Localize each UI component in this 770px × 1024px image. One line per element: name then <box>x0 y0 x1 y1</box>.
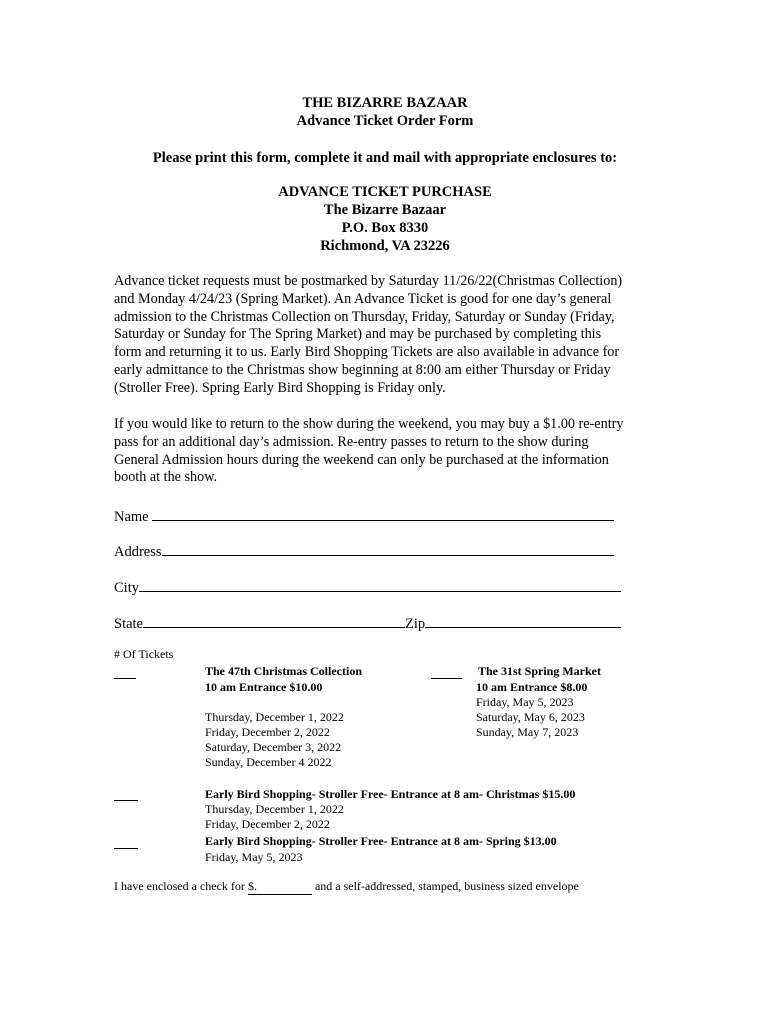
enclosure-statement <box>114 879 579 895</box>
earlybird-christmas-date: Friday, December 2, 2022 <box>205 817 330 831</box>
name-label: Name <box>114 509 149 525</box>
paragraph-line: (Stroller Free). Spring Early Bird Shopping is Friday only. <box>114 379 446 396</box>
christmas-date: Thursday, December 1, 2022 <box>205 710 344 724</box>
christmas-date: Friday, December 2, 2022 <box>205 725 330 739</box>
christmas-quantity-blank[interactable] <box>114 678 136 679</box>
spring-quantity-blank[interactable] <box>431 678 462 679</box>
spring-date: Saturday, May 6, 2023 <box>476 710 585 724</box>
paragraph-line: form and returning it to us. Early Bird Shopping Tickets are also available in advance for <box>114 344 620 361</box>
check-amount-blank[interactable] <box>248 879 312 895</box>
address-field[interactable] <box>114 541 614 561</box>
christmas-entrance: 10 am Entrance $10.00 <box>205 680 323 694</box>
mailing-line-4: Richmond, VA 23226 <box>320 238 450 254</box>
city-label: City <box>114 580 139 596</box>
spring-title: The 31st Spring Market <box>478 664 601 678</box>
check-dollar-sign: $. <box>247 879 257 893</box>
paragraph-line: Advance ticket requests must be postmarked by Saturday 11/26/22(Christmas Collection) <box>114 273 623 289</box>
city-field[interactable] <box>114 577 621 597</box>
mailing-line-2: The Bizarre Bazaar <box>323 202 447 218</box>
spring-date: Friday, May 5, 2023 <box>476 695 574 709</box>
paragraph-line: early admittance to the Christmas show beginning at 8:00 am either Thursday or Friday <box>114 361 611 378</box>
paragraph-line: and Monday 4/24/23 (Spring Market). An Advance Ticket is good for one day’s general <box>114 290 612 307</box>
enclosure-suffix: and a self-addressed, stamped, business sized envelope <box>311 879 579 893</box>
earlybird-spring-quantity-blank[interactable] <box>114 848 138 849</box>
earlybird-christmas-quantity-blank[interactable] <box>114 800 138 801</box>
zip-blank[interactable] <box>425 613 621 628</box>
christmas-date: Saturday, December 3, 2022 <box>205 740 342 754</box>
spring-date: Sunday, May 7, 2023 <box>476 725 579 739</box>
name-field[interactable] <box>114 506 614 526</box>
paragraph-line: General Admission hours during the weekend can only be purchased at the information <box>114 451 609 468</box>
christmas-title: The 47th Christmas Collection <box>205 664 362 678</box>
mailing-line-1: ADVANCE TICKET PURCHASE <box>278 184 492 200</box>
state-blank[interactable] <box>143 613 405 628</box>
info-paragraph-1 <box>114 273 662 398</box>
mailing-line-3: P.O. Box 8330 <box>341 220 429 236</box>
earlybird-christmas-title: Early Bird Shopping- Stroller Free- Entrance at 8 am- Christmas $15.00 <box>205 787 576 801</box>
enclosure-prefix: I have enclosed a check for <box>114 879 248 893</box>
earlybird-spring-title: Early Bird Shopping- Stroller Free- Entrance at 8 am- Spring $13.00 <box>205 834 557 848</box>
address-blank[interactable] <box>162 541 614 556</box>
paragraph-line: admission to the Christmas Collection on Thursday, Friday, Saturday or Sunday (Friday, <box>114 308 615 325</box>
state-label: State <box>114 616 143 632</box>
address-label: Address <box>114 544 162 560</box>
city-blank[interactable] <box>139 577 621 592</box>
christmas-date: Sunday, December 4 2022 <box>205 755 332 769</box>
paragraph-line: Saturday or Sunday for The Spring Market) and may be purchased by completing this <box>114 326 602 343</box>
paragraph-line: If you would like to return to the show during the weekend, you may buy a $1.00 re-entry <box>114 416 624 432</box>
earlybird-spring-date: Friday, May 5, 2023 <box>205 850 303 864</box>
name-blank[interactable] <box>152 506 614 521</box>
form-title: THE BIZARRE BAZAAR <box>302 95 468 111</box>
tickets-header: # Of Tickets <box>114 647 174 661</box>
state-zip-field[interactable] <box>114 613 621 633</box>
paragraph-line: booth at the show. <box>114 469 218 486</box>
zip-label: Zip <box>405 616 426 632</box>
info-paragraph-2 <box>114 416 662 487</box>
spring-entrance: 10 am Entrance $8.00 <box>476 680 588 694</box>
mail-instruction: Please print this form, complete it and mail with appropriate enclosures to: <box>152 150 618 166</box>
paragraph-line: pass for an additional day’s admission. Re-entry passes to return to the show during <box>114 433 589 450</box>
earlybird-christmas-date: Thursday, December 1, 2022 <box>205 802 344 816</box>
form-subtitle: Advance Ticket Order Form <box>296 113 474 129</box>
